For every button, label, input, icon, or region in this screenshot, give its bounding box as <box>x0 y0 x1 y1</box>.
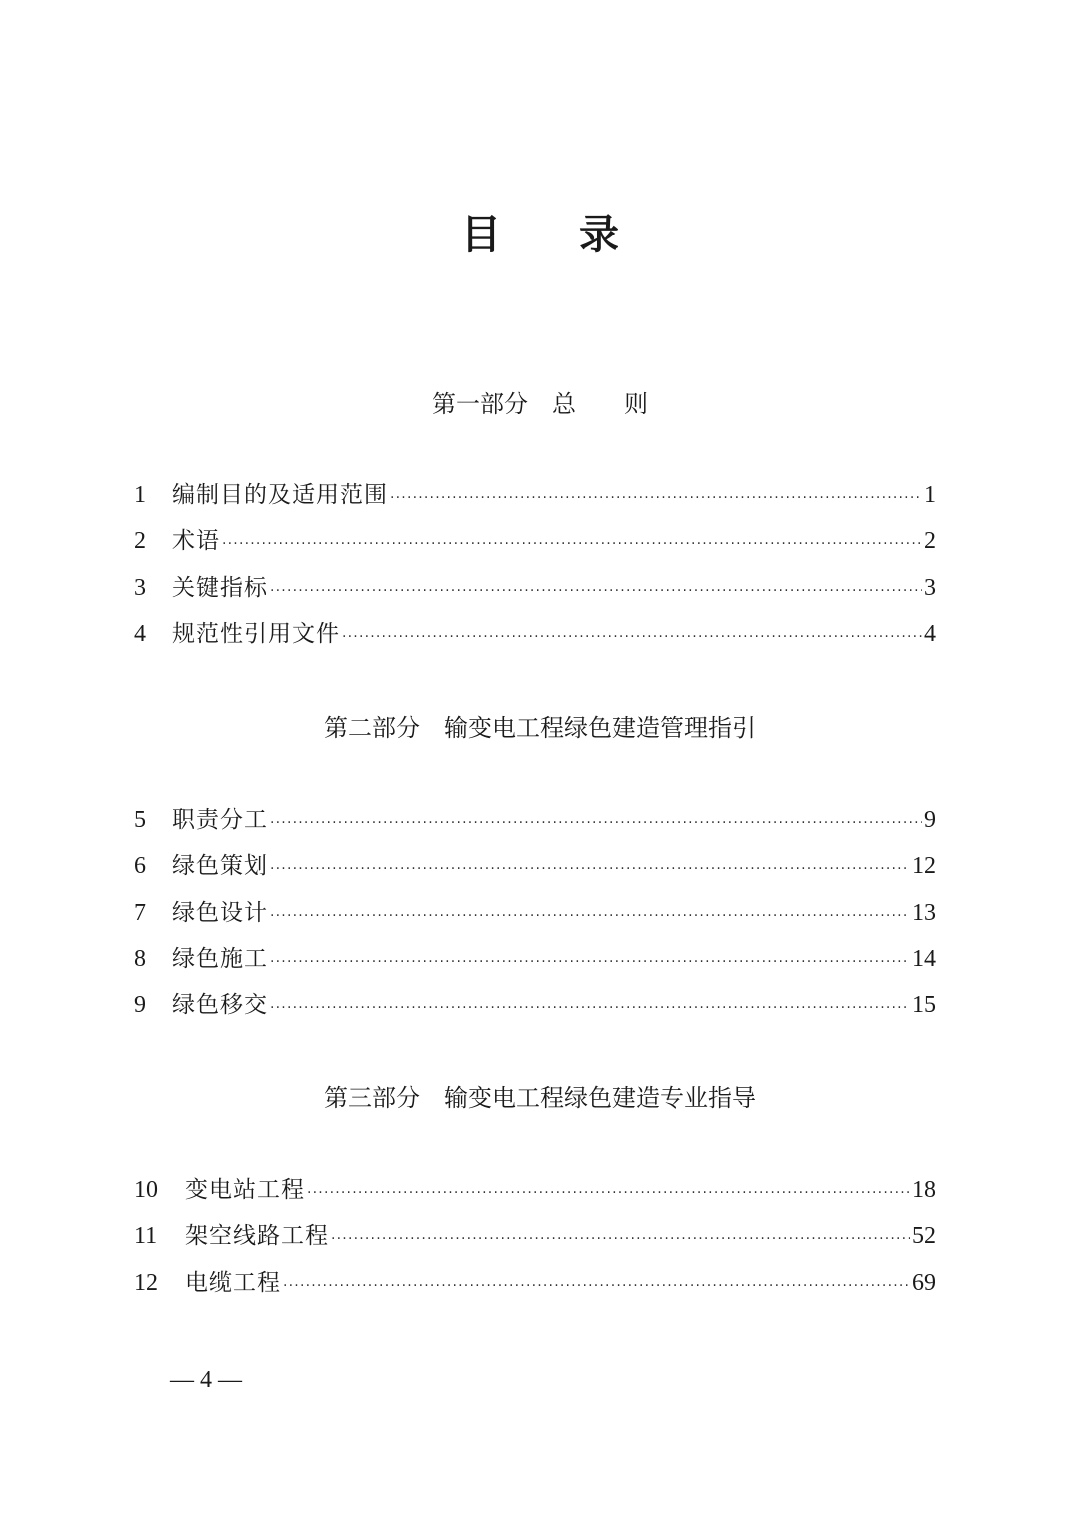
toc-entry-page: 1 <box>924 482 936 508</box>
dot-leader <box>390 481 922 515</box>
toc-entry-number: 5 <box>134 807 146 833</box>
toc-entry[interactable] <box>0 617 1080 663</box>
dot-leader <box>342 620 922 654</box>
dot-leader <box>270 945 910 979</box>
toc-entry[interactable] <box>0 524 1080 570</box>
dot-leader <box>283 1269 910 1303</box>
part-heading: 第一部分 总 则 <box>432 390 648 418</box>
part-1-entries <box>0 478 1080 663</box>
toc-entry-title: 绿色移交 <box>172 992 268 1019</box>
toc-entry[interactable] <box>0 803 1080 849</box>
part-1-heading-block <box>0 386 1080 422</box>
part-heading: 第三部分 输变电工程绿色建造专业指导 <box>324 1084 756 1112</box>
toc-entry[interactable] <box>0 1173 1080 1219</box>
toc-entry[interactable] <box>0 849 1080 895</box>
page-title-char-2: 录 <box>579 212 619 258</box>
toc-entry-title: 规范性引用文件 <box>172 620 340 647</box>
toc-entry[interactable] <box>0 1266 1080 1312</box>
toc-entry-number: 9 <box>134 992 146 1019</box>
toc-entry[interactable] <box>0 942 1080 988</box>
toc-entry-title: 架空线路工程 <box>185 1223 329 1250</box>
dot-leader <box>270 991 910 1025</box>
toc-entry-page: 15 <box>912 992 936 1019</box>
dot-leader <box>270 574 922 608</box>
page-number-footer: — 4 — <box>170 1367 242 1393</box>
part-3-heading-block <box>0 1080 1080 1116</box>
toc-entry-page: 18 <box>912 1177 936 1203</box>
toc-entry-title: 绿色施工 <box>172 945 268 972</box>
toc-entry[interactable] <box>0 1219 1080 1265</box>
toc-entry[interactable] <box>0 896 1080 942</box>
toc-entry[interactable] <box>0 478 1080 524</box>
toc-entry-number: 1 <box>134 482 146 508</box>
part-3-entries <box>0 1173 1080 1312</box>
toc-entry-page: 13 <box>912 899 936 926</box>
toc-entry-page: 3 <box>924 574 936 601</box>
dot-leader <box>331 1222 910 1256</box>
toc-entry-title: 职责分工 <box>172 807 268 833</box>
toc-entry-title: 电缆工程 <box>185 1269 281 1296</box>
toc-entry-title: 术语 <box>172 528 220 555</box>
toc-entry-number: 2 <box>134 528 146 555</box>
toc-entry-page: 12 <box>912 853 936 880</box>
toc-entry-title: 绿色设计 <box>172 899 268 926</box>
toc-entry-page: 52 <box>912 1223 936 1250</box>
toc-entry[interactable] <box>0 571 1080 617</box>
dot-leader <box>270 806 922 840</box>
toc-entry-title: 绿色策划 <box>172 853 268 880</box>
toc-entry[interactable] <box>0 988 1080 1034</box>
toc-entry-number: 4 <box>134 620 146 647</box>
toc-entry-number: 8 <box>134 945 146 972</box>
part-2-entries <box>0 803 1080 1034</box>
dot-leader <box>270 899 910 933</box>
toc-entry-title: 关键指标 <box>172 574 268 601</box>
part-heading: 第二部分 输变电工程绿色建造管理指引 <box>324 714 756 742</box>
dot-leader <box>222 527 922 561</box>
toc-entry-title: 变电站工程 <box>185 1177 305 1203</box>
toc-entry-page: 4 <box>924 620 936 647</box>
dot-leader <box>307 1176 910 1210</box>
toc-entry-number: 11 <box>134 1223 158 1250</box>
toc-entry-page: 14 <box>912 945 936 972</box>
toc-entry-number: 7 <box>134 899 146 926</box>
toc-entry-number: 3 <box>134 574 146 601</box>
toc-entry-number: 12 <box>134 1269 158 1296</box>
toc-entry-page: 9 <box>924 807 936 833</box>
toc-entry-title: 编制目的及适用范围 <box>172 482 388 508</box>
toc-entry-number: 10 <box>134 1177 158 1203</box>
toc-entry-number: 6 <box>134 853 146 880</box>
dot-leader <box>270 852 910 886</box>
part-2-heading-block <box>0 710 1080 746</box>
toc-entry-page: 69 <box>912 1269 936 1296</box>
page-title <box>0 205 1080 265</box>
page-title-char-1: 目 <box>461 212 501 258</box>
toc-entry-page: 2 <box>924 528 936 555</box>
